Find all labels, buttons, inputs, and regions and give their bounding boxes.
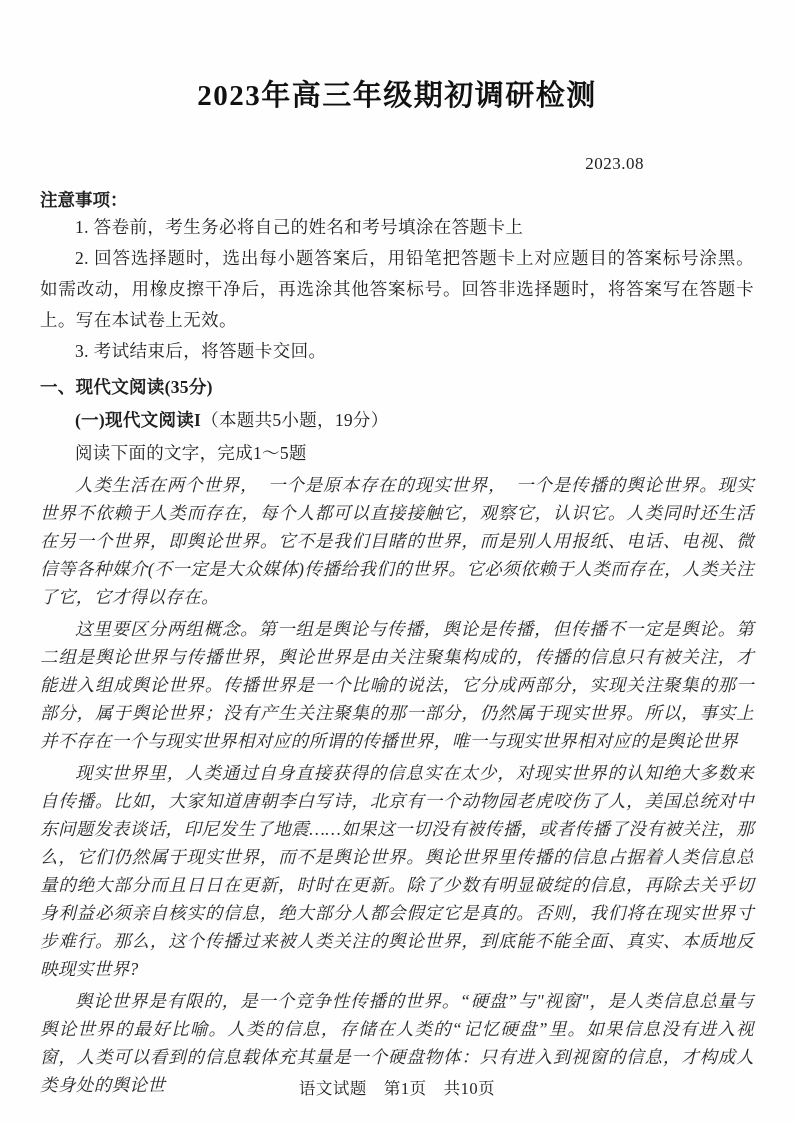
notice-item-2: 2. 回答选择题时，选出每小题答案后，用铅笔把答题卡上对应题目的答案标号涂黑。如需改动，用橡皮擦干净后，再选涂其他答案标号。回答非选择题时，将答案写在答题卡上。写在本试卷上无效。 <box>40 248 754 330</box>
subsection-heading-note: （本题共5小题，19分） <box>201 410 389 430</box>
page-title: 2023年高三年级期初调研检测 <box>197 80 597 112</box>
subsection-heading <box>40 407 754 433</box>
exam-date: 2023.08 <box>585 154 644 173</box>
passage-paragraph-2: 这里要区分两组概念。第一组是舆论与传播，舆论是传播，但传播不一定是舆论。第二组是舆论世界与传播世界，舆论世界是由关注聚集构成的，传播的信息只有被关注，才能进入组成舆论世界。传播世界是一个比喻的说法，它分成两部分，实现关注聚集的那一部分，属于舆论世界；没有产生关注聚集的那一部分，仍然属于现实世界。所以，事实上并不存在一个与现实世界相对应的所谓的传播世界，唯一与现实世界相对应的是舆论世界 <box>40 619 754 751</box>
passage-paragraph-1: 人类生活在两个世界， 一个是原本存在的现实世界， 一个是传播的舆论世界。现实世界不依赖于人类而存在，每个人都可以直接接触它，观察它，认识它。人类同时还生活在另一个世界，即舆论世界。它不是我们目睹的世界，而是别人用报纸、电话、电视、微信等各种媒介(不一定是大众媒体)传播给我们的世界。它必须依赖于人类而存在，人类关注了它，它才得以存在。 <box>40 475 754 607</box>
passage-paragraph-4: 舆论世界是有限的，是一个竞争性传播的世界。“硬盘”与"视窗"，是人类信息总量与舆论世界的最好比喻。人类的信息，存储在人类的“记忆硬盘”里。如果信息没有进入视窗，人类可以看到的信息载体充其量是一个硬盘物体：只有进入到视窗的信息，才构成人类身处的舆论世 <box>40 991 754 1095</box>
notices-block <box>40 188 754 367</box>
reading-passage <box>40 471 754 1099</box>
passage-paragraph-3: 现实世界里，人类通过自身直接获得的信息实在太少，对现实世界的认知绝大多数来自传播。比如，大家知道唐朝李白写诗，北京有一个动物园老虎咬伤了人，美国总统对中东问题发表谈话，印尼发生了地震……如果这一切没有被传播，或者传播了没有被关注，那么，它们仍然属于现实世界，而不是舆论世界。舆论世界里传播的信息占据着人类信息总量的绝大部分而且日日在更新，时时在更新。除了少数有明显破绽的信息，再除去关乎切身利益必须亲自核实的信息，绝大部分人都会假定它是真的。否则，我们将在现实世界寸步难行。那么，这个传播过来被人类关注的舆论世界，到底能不能全面、真实、本质地反映现实世界? <box>40 763 754 979</box>
subsection-heading-bold: (一)现代文阅读I <box>75 410 202 430</box>
reading-instruction: 阅读下面的文字，完成1～5题 <box>75 443 307 463</box>
notices-heading: 注意事项： <box>40 190 128 210</box>
section-heading-modern-reading: 一、现代文阅读(35分) <box>40 377 213 397</box>
notice-item-1: 1. 答卷前，考生务必将自己的姓名和考号填涂在答题卡上 <box>75 217 524 237</box>
notice-item-3: 3. 考试结束后，将答题卡交回。 <box>75 341 327 361</box>
page-footer: 语文试题 第1页 共10页 <box>298 1079 496 1098</box>
